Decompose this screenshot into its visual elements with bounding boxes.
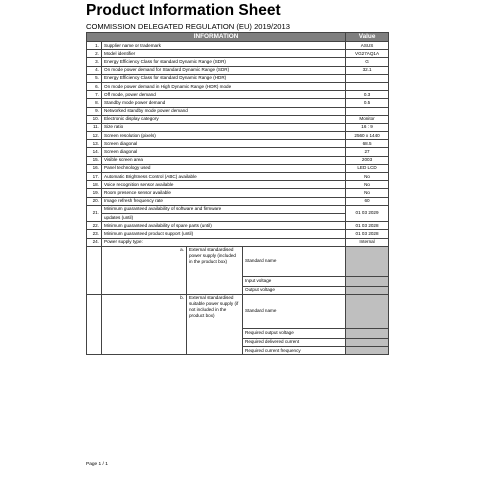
product-information-table <box>86 32 389 355</box>
row-label: Image refresh frequency rate <box>102 197 346 205</box>
power-supply-row <box>87 246 389 276</box>
table-row <box>87 173 389 181</box>
row-label: Minimum guaranteed availability of spare parts (until) <box>102 222 346 230</box>
power-supply-item-label: Standard name <box>243 294 346 328</box>
row-value: 27 <box>346 148 389 156</box>
power-supply-item-label: Required current frequency <box>243 347 346 355</box>
row-number: 19. <box>87 189 102 197</box>
row-label: Size ratio <box>102 123 346 131</box>
row-label: Minimum guaranteed product support (until) <box>102 230 346 238</box>
value-header: Value <box>346 33 389 42</box>
table-row <box>87 82 389 90</box>
row-value: No <box>346 189 389 197</box>
regulation-subtitle: COMMISSION DELEGATED REGULATION (EU) 2019/2013 <box>86 22 290 31</box>
table-row <box>87 164 389 172</box>
row-label: Screen diagonal <box>102 148 346 156</box>
table-row <box>87 132 389 140</box>
row-value: No <box>346 173 389 181</box>
row-value: 32.1 <box>346 66 389 74</box>
power-supply-description: External standardised power supply (included in the product box) <box>187 246 243 294</box>
row-value: G <box>346 58 389 66</box>
row-value: 60 <box>346 197 389 205</box>
power-supply-letter: b. <box>102 294 187 354</box>
row-value <box>346 74 389 82</box>
row-value <box>346 107 389 115</box>
table-row <box>87 205 389 213</box>
row-label: On mode power demand for Standard Dynamic Range (SDR) <box>102 66 346 74</box>
table-row <box>87 58 389 66</box>
row-value: 2003 <box>346 156 389 164</box>
row-value: 0.3 <box>346 91 389 99</box>
power-supply-item-label: Required delivered current <box>243 338 346 346</box>
table-row <box>87 238 389 246</box>
row-label: Off mode, power demand <box>102 91 346 99</box>
table-row <box>87 99 389 107</box>
table-row <box>87 230 389 238</box>
value-cell-empty <box>346 294 389 328</box>
table-row <box>87 156 389 164</box>
value-cell-empty <box>346 338 389 346</box>
row-value: VG27AQ1A <box>346 50 389 58</box>
row-number: 17. <box>87 173 102 181</box>
row-number: 18. <box>87 181 102 189</box>
table-row <box>87 189 389 197</box>
row-label-continued: updates (until) <box>102 213 346 221</box>
table-row <box>87 213 389 221</box>
row-value: 01 03 2028 <box>346 230 389 238</box>
power-supply-item-label: Input voltage <box>243 276 346 286</box>
row-value <box>346 82 389 90</box>
value-cell-empty <box>346 286 389 294</box>
row-value: Monitor <box>346 115 389 123</box>
row-value: 01 03 2029 <box>346 205 389 221</box>
row-label: Networked standby mode power demand <box>102 107 346 115</box>
row-label: Model identifier <box>102 50 346 58</box>
row-number: 13. <box>87 140 102 148</box>
row-value: 0.5 <box>346 99 389 107</box>
row-label: Power supply type: <box>102 238 346 246</box>
row-number: 1. <box>87 42 102 50</box>
row-label: On mode power demand in High Dynamic Range (HDR) mode <box>102 82 346 90</box>
row-label: Minimum guaranteed availability of software and firmware <box>102 205 346 213</box>
row-value: 01 03 2028 <box>346 222 389 230</box>
table-row <box>87 91 389 99</box>
row-number: 14. <box>87 148 102 156</box>
value-cell-empty <box>346 246 389 276</box>
row-label: Room presence sensor available <box>102 189 346 197</box>
power-supply-item-label: Standard name <box>243 246 346 276</box>
row-label: Automatic Brightness Control (ABC) available <box>102 173 346 181</box>
row-number: 22. <box>87 222 102 230</box>
row-number: 23. <box>87 230 102 238</box>
row-label: Supplier name or trademark <box>102 42 346 50</box>
page-number: Page 1 / 1 <box>86 462 108 467</box>
table-row <box>87 181 389 189</box>
row-number: 3. <box>87 58 102 66</box>
value-cell-empty <box>346 276 389 286</box>
row-label: Panel technology used <box>102 164 346 172</box>
power-supply-item-label: Output voltage <box>243 286 346 294</box>
row-number: 5. <box>87 74 102 82</box>
row-value: 68.5 <box>346 140 389 148</box>
row-value: ASUS <box>346 42 389 50</box>
row-label: Screen resolution (pixels) <box>102 132 346 140</box>
table-row <box>87 66 389 74</box>
row-value: 16 : 9 <box>346 123 389 131</box>
information-header: INFORMATION <box>87 33 346 42</box>
row-number: 2. <box>87 50 102 58</box>
row-label: Screen diagonal <box>102 140 346 148</box>
row-number: 21. <box>87 205 102 221</box>
row-value: 2560 x 1440 <box>346 132 389 140</box>
page-title: Product Information Sheet <box>86 2 281 19</box>
row-number: 7. <box>87 91 102 99</box>
spacer-cell <box>87 246 102 294</box>
row-number: 20. <box>87 197 102 205</box>
row-number: 4. <box>87 66 102 74</box>
table-row <box>87 115 389 123</box>
value-cell-empty <box>346 328 389 338</box>
row-number: 11. <box>87 123 102 131</box>
table-row <box>87 197 389 205</box>
power-supply-row <box>87 294 389 328</box>
row-value: No <box>346 181 389 189</box>
power-supply-description: External standardised suitable power supply (if not included in the product box) <box>187 294 243 354</box>
table-row <box>87 148 389 156</box>
row-label: Visible screen area <box>102 156 346 164</box>
row-number: 12. <box>87 132 102 140</box>
table-row <box>87 222 389 230</box>
row-number: 10. <box>87 115 102 123</box>
row-label: Electronic display category <box>102 115 346 123</box>
row-number: 24. <box>87 238 102 246</box>
row-value: Internal <box>346 238 389 246</box>
row-label: Energy Efficiency Class for standard Dynamic Range (SDR) <box>102 58 346 66</box>
row-number: 15. <box>87 156 102 164</box>
row-number: 9. <box>87 107 102 115</box>
spacer-cell <box>87 294 102 354</box>
table-row <box>87 50 389 58</box>
row-label: Voice recognition sensor available <box>102 181 346 189</box>
table-row <box>87 107 389 115</box>
row-value: LED LCD <box>346 164 389 172</box>
row-number: 8. <box>87 99 102 107</box>
row-label: Energy Efficiency Class for standard Dynamic Range (HDR) <box>102 74 346 82</box>
row-number: 16. <box>87 164 102 172</box>
row-label: Standby mode power demand <box>102 99 346 107</box>
value-cell-empty <box>346 347 389 355</box>
power-supply-item-label: Required output voltage <box>243 328 346 338</box>
table-header-row <box>87 33 389 42</box>
table-row <box>87 123 389 131</box>
row-number: 6. <box>87 82 102 90</box>
table-row <box>87 140 389 148</box>
table-row <box>87 42 389 50</box>
table-row <box>87 74 389 82</box>
power-supply-letter: a. <box>102 246 187 294</box>
